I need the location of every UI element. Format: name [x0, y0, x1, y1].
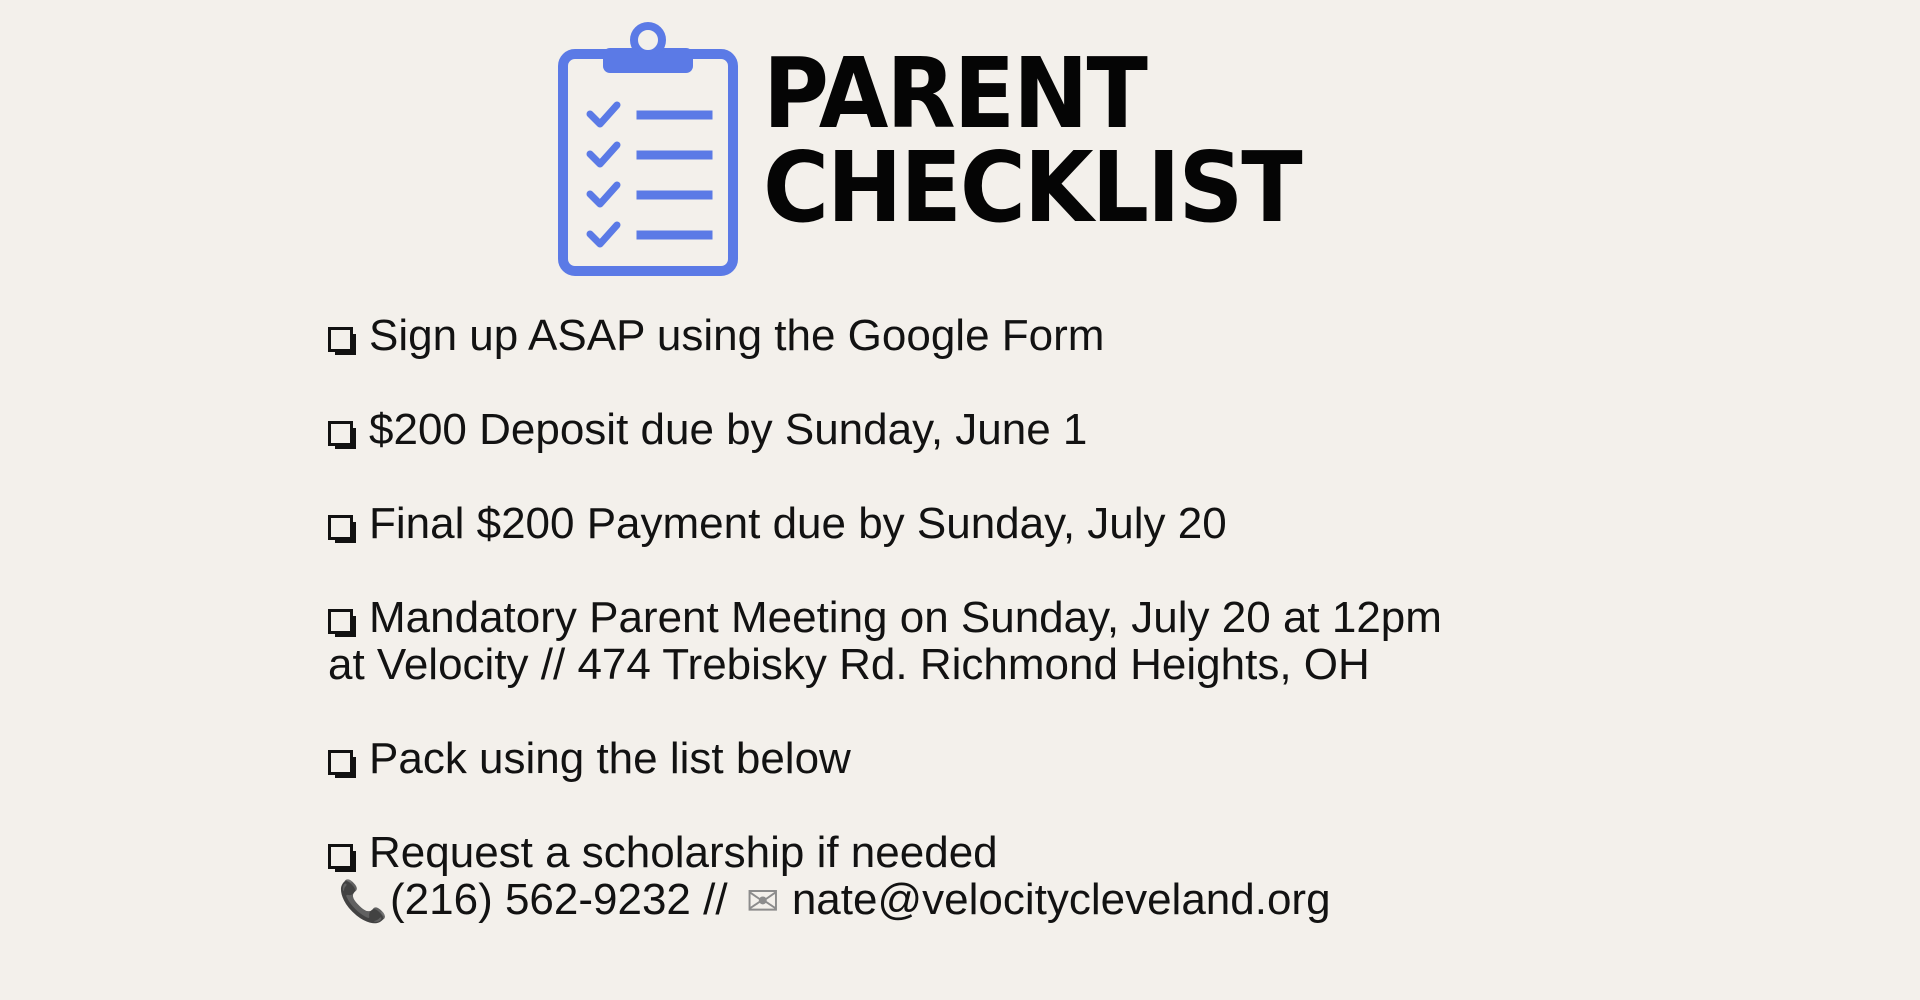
checklist-item-deposit: [328, 406, 1588, 453]
checkbox-icon: [328, 327, 353, 352]
header: [558, 22, 1378, 277]
phone-icon: 📞: [338, 879, 388, 925]
checkbox-icon: [328, 515, 353, 540]
phone-number: (216) 562-9232: [390, 875, 691, 924]
checkbox-icon: [328, 421, 353, 446]
checklist-item-sign-up: [328, 312, 1588, 359]
checkbox-icon: [328, 609, 353, 634]
contact-line: [328, 876, 1588, 926]
title-line-1: PARENT: [763, 37, 1146, 151]
checklist-item-pack: [328, 735, 1588, 782]
checklist-item-text: Pack using the list below: [369, 734, 851, 783]
title-line-2: CHECKLIST: [763, 131, 1301, 245]
parent-checklist: [328, 312, 1588, 926]
checklist-item-scholarship: [328, 829, 1588, 926]
checklist-item-final-payment: [328, 500, 1588, 547]
checklist-item-text: Final $200 Payment due by Sunday, July 20: [369, 499, 1227, 548]
envelope-icon: ✉: [746, 879, 780, 925]
checklist-item-parent-meeting: [328, 594, 1588, 688]
checkbox-icon: [328, 844, 353, 869]
clipboard-checklist-icon: [558, 22, 738, 277]
checklist-item-text: $200 Deposit due by Sunday, June 1: [369, 405, 1088, 454]
checklist-item-text: Request a scholarship if needed: [369, 828, 998, 877]
checkbox-icon: [328, 750, 353, 775]
email-address: nate@velocitycleveland.org: [791, 875, 1331, 924]
meeting-location: at Velocity // 474 Trebisky Rd. Richmond Heights, OH: [328, 640, 1370, 689]
contact-separator: //: [703, 875, 728, 924]
page-title: [763, 37, 1383, 245]
checklist-item-text: Sign up ASAP using the Google Form: [369, 311, 1105, 360]
checklist-item-text: Mandatory Parent Meeting on Sunday, July 20 at 12pm: [369, 593, 1442, 642]
